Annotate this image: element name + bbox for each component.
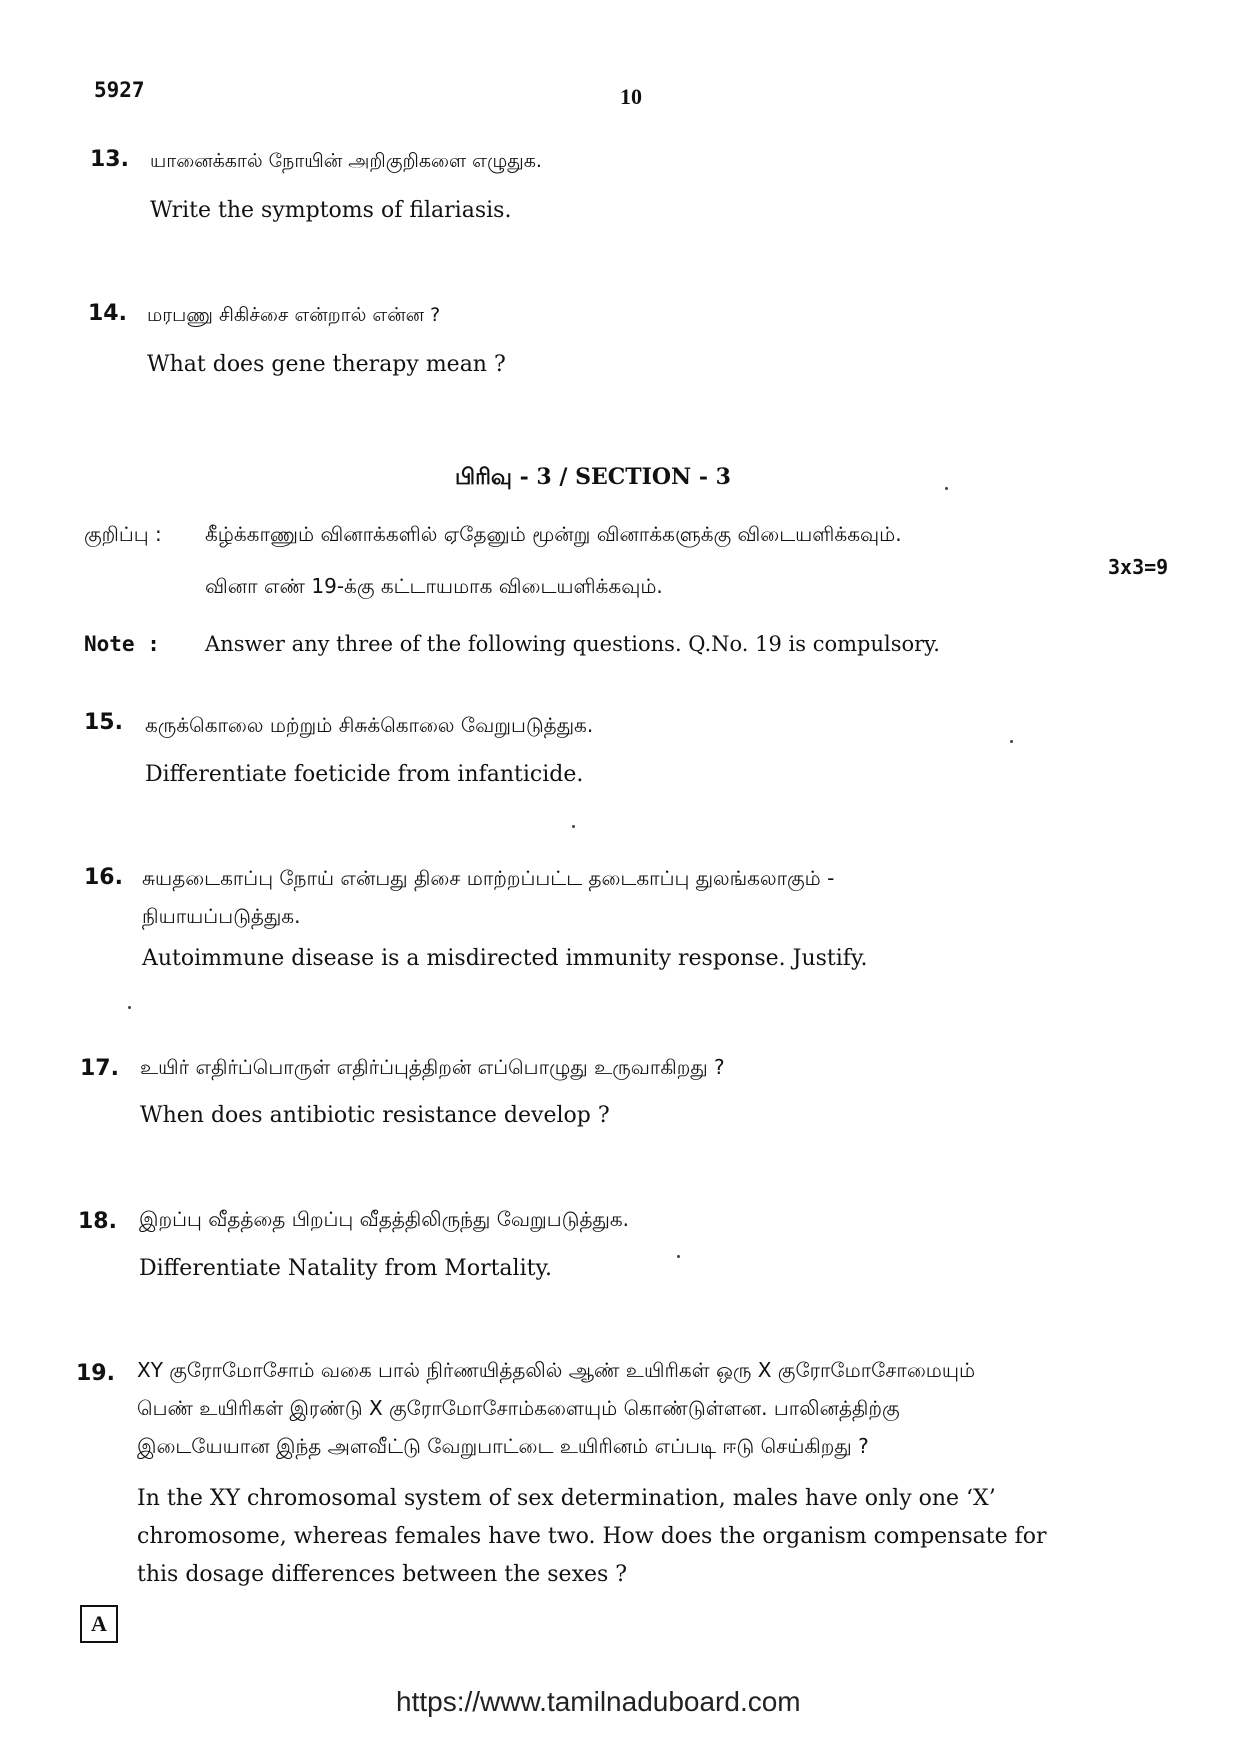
question-text-tamil: கருக்கொலை மற்றும் சிசுக்கொலை வேறுபடுத்துக. [145,713,594,737]
question-text-english-line3: this dosage differences between the sexes ? [137,1562,628,1587]
question-text-tamil-line2: பெண் உயிரிகள் இரண்டு X குரோமோசோம்களையும் கொண்டுள்ளன. பாலினத்திற்கு [137,1396,900,1420]
question-text-english-line2: chromosome, whereas females have two. How does the organism compensate for [137,1524,1047,1549]
question-text-tamil: உயிர் எதிர்ப்பொருள் எதிர்ப்புத்திறன் எப்பொழுது உருவாகிறது ? [140,1055,725,1079]
note-label-tamil: குறிப்பு : [84,522,162,546]
paper-code: 5927 [94,78,145,102]
marks-allocation: 3x3=9 [1108,555,1169,579]
question-number: 19. [76,1361,115,1386]
source-url[interactable]: https://www.tamilnaduboard.com [396,1686,801,1717]
note-text-tamil-line1: கீழ்க்காணும் வினாக்களில் ஏதேனும் மூன்று வினாக்களுக்கு விடையளிக்கவும். [205,522,902,546]
question-text-english: Write the symptoms of filariasis. [150,198,512,223]
question-text-tamil-line1: சுயதடைகாப்பு நோய் என்பது திசை மாற்றப்பட்ட தடைகாப்பு துலங்கலாகும் - [142,866,835,890]
scan-speck [1010,740,1013,743]
question-number: 16. [84,865,123,890]
note-label-english: Note : [84,632,160,656]
question-text-english: Autoimmune disease is a misdirected immunity response. Justify. [142,946,868,971]
note-text-english: Answer any three of the following questions. Q.No. 19 is compulsory. [205,632,940,656]
question-text-tamil: மரபணு சிகிச்சை என்றால் என்ன ? [147,304,441,326]
question-number: 14. [88,301,127,326]
question-paper-version-box: A [80,1605,118,1643]
scan-speck [572,825,575,828]
question-number: 15. [84,710,123,735]
question-text-tamil-line2: நியாயப்படுத்துக. [142,904,301,928]
page-number: 10 [620,84,642,109]
question-text-english: What does gene therapy mean ? [147,352,506,377]
question-text-english-line1: In the XY chromosomal system of sex determination, males have only one ‘X’ [137,1486,996,1511]
question-number: 18. [78,1209,117,1234]
scan-speck [128,1006,131,1009]
section-title: பிரிவு - 3 / SECTION - 3 [455,464,731,490]
question-number: 17. [80,1056,119,1081]
question-text-tamil: யானைக்கால் நோயின் அறிகுறிகளை எழுதுக. [150,150,542,172]
scan-speck [945,487,948,490]
question-text-tamil-line1: XY குரோமோசோம் வகை பால் நிர்ணயித்தலில் ஆண் உயிரிகள் ஒரு X குரோமோசோமையும் [137,1358,976,1382]
scan-speck [677,1255,680,1258]
question-number: 13. [90,147,129,172]
question-text-tamil: இறப்பு வீதத்தை பிறப்பு வீதத்திலிருந்து வேறுபடுத்துக. [139,1207,630,1231]
note-text-tamil-line2: வினா எண் 19-க்கு கட்டாயமாக விடையளிக்கவும். [205,574,663,598]
question-text-english: Differentiate Natality from Mortality. [139,1256,552,1281]
question-text-english: Differentiate foeticide from infanticide. [145,762,584,787]
question-text-tamil-line3: இடையேயான இந்த அளவீட்டு வேறுபாட்டை உயிரினம் எப்படி ஈடு செய்கிறது ? [137,1434,869,1458]
question-text-english: When does antibiotic resistance develop ? [140,1103,610,1128]
